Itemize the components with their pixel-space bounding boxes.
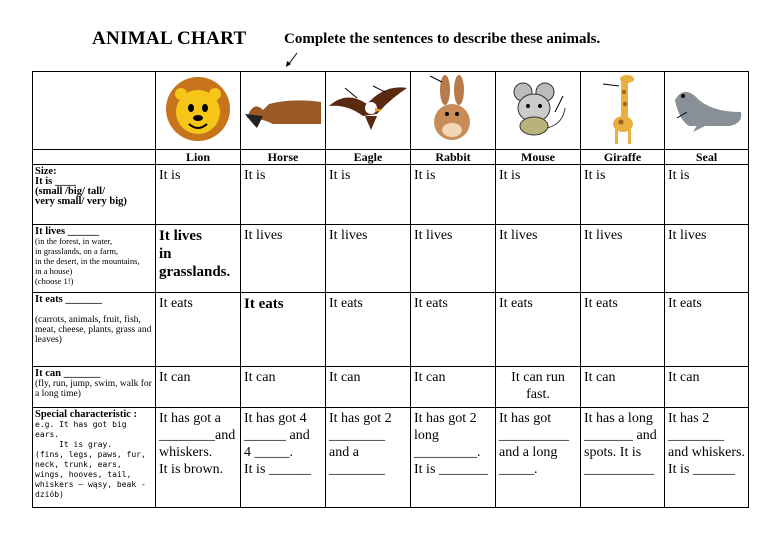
eats-cell[interactable]: It eats [665, 293, 749, 367]
pointer-arrow-icon [285, 52, 299, 68]
can-row [33, 367, 749, 408]
lives-cell-lion[interactable]: It lives in grasslands. [156, 225, 241, 293]
eats-cell[interactable]: It eats [326, 293, 411, 367]
picture-row [33, 72, 749, 150]
can-cell[interactable]: It can [156, 367, 241, 408]
size-cell[interactable]: It is [241, 165, 326, 225]
lives-cell[interactable]: It lives [241, 225, 326, 293]
animal-names-row [33, 150, 749, 165]
animal-name: Mouse [496, 150, 581, 165]
eats-cell[interactable]: It eats [156, 293, 241, 367]
special-label: Special characteristic : e.g. It has got big ears. It is gray. (fins, legs, paws, fur, neck, trunk, ears, wings, hooves, tail, whiskers – wąsy, beak - dziób) [33, 408, 156, 508]
lives-cell[interactable]: It lives [581, 225, 665, 293]
eagle-icon [327, 80, 409, 136]
mouse-icon [503, 78, 573, 138]
lives-cell[interactable]: It lives [326, 225, 411, 293]
size-cell[interactable]: It is [665, 165, 749, 225]
eats-cell[interactable]: It eats [581, 293, 665, 367]
size-cell[interactable]: It is [581, 165, 665, 225]
eats-cell[interactable]: It eats [411, 293, 496, 367]
animal-name: Eagle [326, 150, 411, 165]
animal-name: Seal [665, 150, 749, 165]
special-cell-seal[interactable]: It has 2 ________ and whiskers. It is ______ [665, 408, 749, 508]
special-cell-lion[interactable]: It has got a ________and whiskers. It is brown. [156, 408, 241, 508]
can-cell[interactable]: It can [241, 367, 326, 408]
can-label: It can _______ (fly, run, jump, swim, walk for a long time) [33, 367, 156, 408]
page-title: ANIMAL CHART [92, 28, 247, 49]
can-cell[interactable]: It can [665, 367, 749, 408]
eats-cell-horse[interactable]: It eats [241, 293, 326, 367]
special-cell-eagle[interactable]: It has got 2 ________ and a ________ [326, 408, 411, 508]
eats-cell[interactable]: It eats [496, 293, 581, 367]
empty-name-cell [33, 150, 156, 165]
special-cell-horse[interactable]: It has got 4 ______ and 4 _____. It is ______ [241, 408, 326, 508]
lives-cell[interactable]: It lives [496, 225, 581, 293]
rabbit-icon [428, 74, 478, 142]
lion-picture [156, 72, 241, 150]
animal-name: Horse [241, 150, 326, 165]
animal-name: Rabbit [411, 150, 496, 165]
eats-row [33, 293, 749, 367]
special-cell-mouse[interactable]: It has got __________ and a long _____. [496, 408, 581, 508]
lives-label: It lives ______ (in the forest, in water, in grasslands, on a farm, in the desert, in the mountains, in a house) (choose 1!) [33, 225, 156, 293]
special-cell-giraffe[interactable]: It has a long _______ and spots. It is __________ [581, 408, 665, 508]
horse-icon [243, 88, 323, 128]
size-row [33, 165, 749, 225]
size-cell[interactable]: It is [411, 165, 496, 225]
instructions: Complete the sentences to describe these animals. [284, 31, 601, 47]
lion-icon [163, 74, 233, 142]
lives-row [33, 225, 749, 293]
special-row [33, 408, 749, 508]
size-cell[interactable]: It is [156, 165, 241, 225]
size-cell[interactable]: It is [326, 165, 411, 225]
special-cell-rabbit[interactable]: It has got 2 long _________. It is _______ [411, 408, 496, 508]
animal-name: Lion [156, 150, 241, 165]
seal-icon [669, 82, 745, 134]
giraffe-icon [603, 72, 643, 144]
rabbit-picture [411, 72, 496, 150]
giraffe-picture [581, 72, 665, 150]
can-cell-mouse[interactable]: It can run fast. [496, 367, 581, 408]
can-cell[interactable]: It can [411, 367, 496, 408]
size-cell[interactable]: It is [496, 165, 581, 225]
animal-name: Giraffe [581, 150, 665, 165]
horse-picture [241, 72, 326, 150]
empty-corner-cell [33, 72, 156, 150]
eats-label: It eats _______ (carrots, animals, fruit, fish, meat, cheese, plants, grass and leaves) [33, 293, 156, 367]
seal-picture [665, 72, 749, 150]
mouse-picture [496, 72, 581, 150]
size-label: Size: It is ____ (small /big/ tall/ very small/ very big) [33, 165, 156, 225]
can-cell[interactable]: It can [581, 367, 665, 408]
lives-cell[interactable]: It lives [411, 225, 496, 293]
eagle-picture [326, 72, 411, 150]
animal-chart-table [32, 71, 749, 508]
lives-cell[interactable]: It lives [665, 225, 749, 293]
can-cell[interactable]: It can [326, 367, 411, 408]
